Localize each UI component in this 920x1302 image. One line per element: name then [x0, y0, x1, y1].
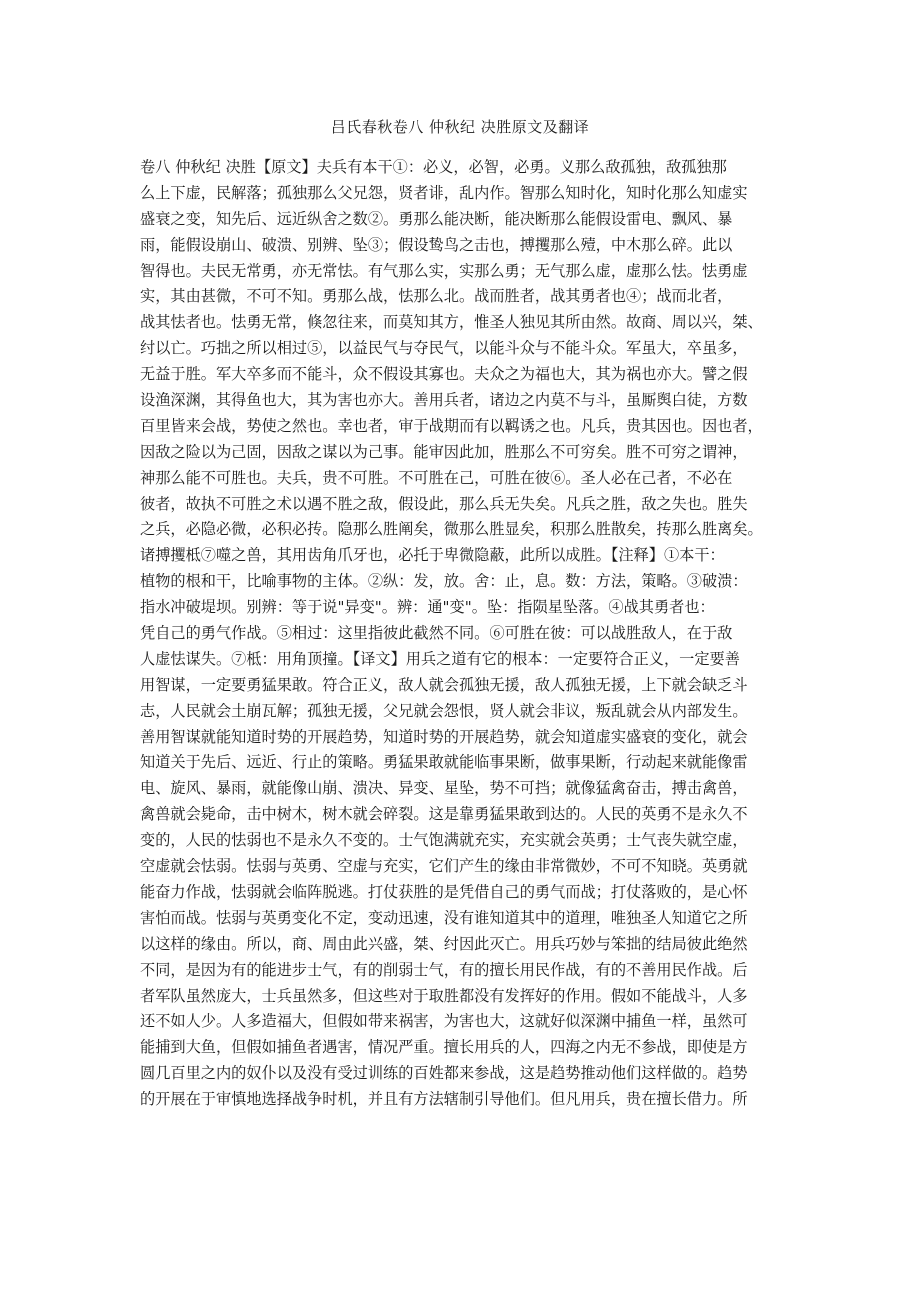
text-line: 能捕到大鱼，但假如捕鱼者遇害，情况严重。擅长用兵的人，四海之内无不参战，即使是方	[140, 1038, 748, 1057]
text-line: 彼者，故执不可胜之术以遇不胜之敌，假设此，那么兵无失矣。凡兵之胜，敌之失也。胜失	[140, 494, 748, 513]
text-line: 雨，能假设崩山、破溃、别辨、坠③；假设鸷鸟之击也，搏攫那么殪，中木那么碎。此以	[140, 235, 733, 254]
document-body	[140, 155, 790, 1113]
text-line: 战其怯者也。怯勇无常，倏忽往来，而莫知其方，惟圣人独见其所由然。故商、周以兴，桀、	[140, 313, 763, 332]
text-line: 设渔深渊，其得鱼也大，其为害也亦大。善用兵者，诸边之内莫不与斗，虽厮舆白徒，方数	[140, 391, 748, 410]
text-line: 害怕而战。怯弱与英勇变化不定，变动迅速，没有谁知道其中的道理，唯独圣人知道它之所	[140, 908, 748, 927]
text-line: 因敌之险以为己固，因敌之谋以为己事。能审因此加，胜那么不可穷矣。胜不可穷之谓神，	[140, 442, 748, 461]
text-line: 变的，人民的怯弱也不是永久不变的。士气饱满就充实，充实就会英勇；士气丧失就空虚，	[140, 831, 748, 850]
text-line: 百里皆来会战，势使之然也。幸也者，审于战期而有以羁诱之也。凡兵，贵其因也。因也者，	[140, 416, 763, 435]
text-line: 不同，是因为有的能进步士气，有的削弱士气，有的擅长用民作战，有的不善用民作战。后	[140, 960, 748, 979]
text-line: 么上下虚，民解落；孤独那么父兄怨，贤者诽，乱内作。智那么知时化，知时化那么知虚实	[140, 183, 748, 202]
text-line: 凭自己的勇气作战。⑤相过：这里指彼此截然不同。⑥可胜在彼：可以战胜敌人，在于敌	[140, 624, 733, 643]
text-line: 实，其由甚微，不可不知。勇那么战，怯那么北。战而胜者，战其勇者也④；战而北者，	[140, 287, 733, 306]
text-line: 卷八 仲秋纪 决胜【原文】夫兵有本干①：必义，必智，必勇。义那么敌孤独，敌孤独那	[140, 158, 727, 176]
text-line: 禽兽就会毙命，击中树木，树木就会碎裂。这是靠勇猛果敢到达的。人民的英勇不是永久不	[140, 805, 748, 824]
text-line: 人虚怯谋失。⑦柢：用角顶撞。【译文】用兵之道有它的根本：一定要符合正义，一定要善	[140, 649, 740, 668]
text-line: 善用智谋就能知道时势的开展趋势，知道时势的开展趋势，就会知道虚实盛衰的变化，就会	[140, 727, 748, 746]
text-line: 植物的根和干，比喻事物的主体。②纵：发，放。舍：止，息。数：方法，策略。③破溃：	[140, 572, 748, 591]
text-line: 用智谋，一定要勇猛果敢。符合正义，敌人就会孤独无援，敌人孤独无援，上下就会缺乏斗	[140, 675, 748, 694]
text-line: 还不如人少。人多造福大，但假如带来祸害，为害也大，这就好似深渊中捕鱼一样，虽然可	[140, 1012, 748, 1031]
text-line: 神那么能不可胜也。夫兵，贵不可胜。不可胜在己，可胜在彼⑥。圣人必在己者，不必在	[140, 468, 733, 487]
text-line: 诸搏攫柢⑦噬之兽，其用齿角爪牙也，必托于卑微隐蔽，此所以成胜。【注释】①本干：	[140, 546, 725, 565]
text-line: 圆几百里之内的奴仆以及没有受过训练的百姓都来参战，这是趋势推动他们这样做的。趋势	[140, 1064, 748, 1083]
text-line: 指水冲破堤坝。别辨：等于说"异变"。辨：通"变"。坠：指陨星坠落。④战其勇者也：	[140, 598, 715, 617]
text-line: 盛衰之变，知先后、远近纵舍之数②。勇那么能决断，能决断那么能假设雷电、飘风、暴	[140, 209, 733, 228]
document-title: 吕氏春秋卷八 仲秋纪 决胜原文及翻译	[330, 118, 590, 136]
text-line: 知道关于先后、远近、行止的策略。勇猛果敢就能临事果断，做事果断，行动起来就能像雷	[140, 753, 748, 772]
text-line: 纣以亡。巧拙之所以相过⑤，以益民气与夺民气，以能斗众与不能斗众。军虽大，卒虽多，	[140, 339, 748, 358]
text-line: 志，人民就会土崩瓦解；孤独无援，父兄就会怨恨，贤人就会非议，叛乱就会从内部发生。	[140, 701, 748, 720]
text-line: 之兵，必隐必微，必积必抟。隐那么胜阐矣，微那么胜显矣，积那么胜散矣，抟那么胜离矣。	[140, 520, 763, 539]
text-line: 者军队虽然庞大，士兵虽然多，但这些对于取胜都没有发挥好的作用。假如不能战斗，人多	[140, 986, 748, 1005]
text-line: 以这样的缘由。所以，商、周由此兴盛，桀、纣因此灭亡。用兵巧妙与笨拙的结局彼此绝然	[140, 934, 748, 953]
text-line: 智得也。夫民无常勇，亦无常怯。有气那么实，实那么勇；无气那么虚，虚那么怯。怯勇虚	[140, 261, 748, 280]
text-line: 的开展在于审慎地选择战争时机，并且有方法辖制引导他们。但凡用兵，贵在擅长借力。所	[140, 1090, 748, 1109]
text-line: 空虚就会怯弱。怯弱与英勇、空虚与充实，它们产生的缘由非常微妙，不可不知晓。英勇就	[140, 857, 748, 876]
text-line: 无益于胜。军大卒多而不能斗，众不假设其寡也。夫众之为福也大，其为祸也亦大。譬之假	[140, 365, 748, 384]
text-line: 电、旋风、暴雨，就能像山崩、溃决、异变、星坠，势不可挡；就像猛禽奋击，搏击禽兽，	[140, 779, 748, 798]
text-line: 能奋力作战，怯弱就会临阵脱逃。打仗获胜的是凭借自己的勇气而战；打仗落败的，是心怀	[140, 882, 748, 901]
